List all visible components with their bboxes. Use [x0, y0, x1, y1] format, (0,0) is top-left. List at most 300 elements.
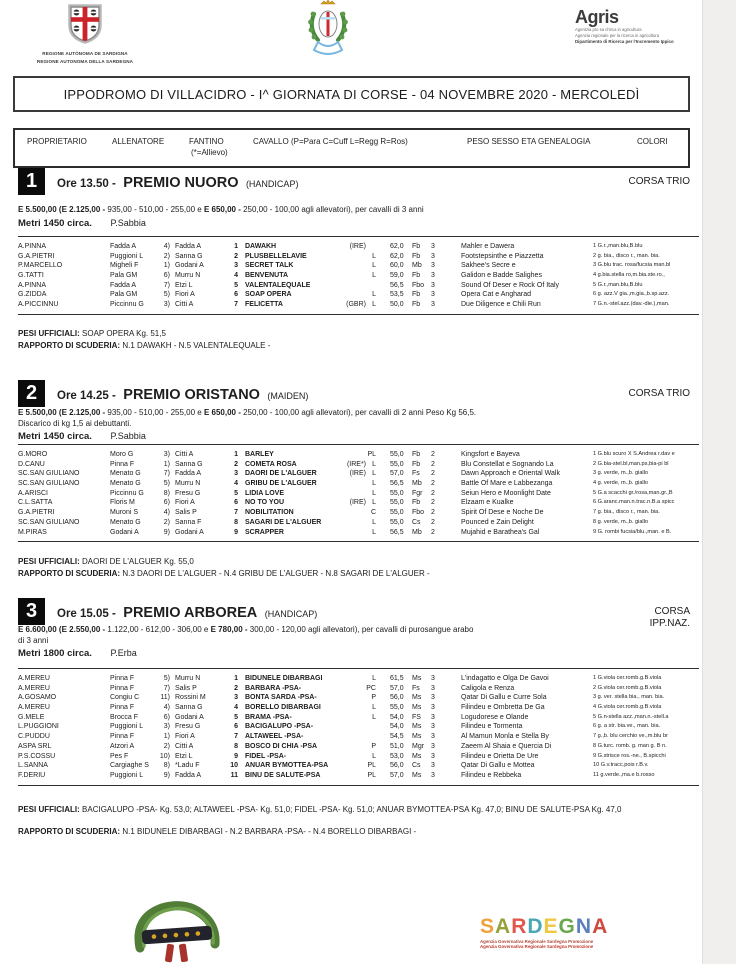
horse-name: DAWAKH [245, 243, 277, 250]
age-value: 2 [431, 528, 435, 536]
racing-colors-text: 3 g. verde, m.,b. giallo [593, 470, 649, 477]
race-number-badge: 1 [18, 168, 45, 195]
race-name: PREMIO ORISTANO [123, 387, 260, 403]
weight-value: 55,0 [390, 489, 404, 497]
jockey-name: Godani A [175, 713, 204, 721]
column-legend-box [13, 128, 690, 168]
jockey-name: *Ladu F [175, 762, 200, 770]
weight-value: 56,5 [390, 480, 404, 488]
jockey-name: Fadda A [175, 470, 202, 478]
prize-text-part: 935,00 - 510,00 - 255,00 e [107, 408, 204, 417]
equipment-code: P [371, 742, 376, 750]
horse-name: SAGARI DE L'ALGUER [245, 518, 322, 526]
jockey-name: Murru N [175, 272, 201, 280]
horse-name: BARLEY [245, 451, 274, 458]
race-section-1 [18, 168, 690, 368]
racing-colors-text: 3 G.blu trac. rosa/fucsia man.bl [593, 262, 671, 269]
sex-code: Ms [412, 704, 422, 712]
stable-report-value: N.3 DAORI DE L'ALGUER - N.4 GRIBU DE L'ALGUER - N.8 SAGARI DE L'ALGUER - [122, 569, 430, 578]
sex-code: Fgr [412, 489, 423, 497]
racing-colors-text: 2 G.bia-stel.bl,man.ps,bia-pi bl [593, 460, 669, 467]
sex-code: Ms [412, 771, 422, 779]
race-header [18, 168, 690, 198]
genealogy-text: Mahler e Dawera [461, 243, 515, 250]
horse-number: 5 [234, 713, 238, 721]
race-entries-table [18, 444, 699, 542]
age-value: 3 [431, 733, 435, 741]
equipment-code: L [372, 460, 376, 468]
sardegna-agency-line2: Agenzia Governativa Regionale Sardegna Promozione [480, 944, 594, 950]
laurel-wreath-logo [120, 898, 235, 964]
racing-colors-text: 2 G.viola cer.romb.g.B.viola [593, 684, 662, 691]
horse-number: 2 [234, 684, 238, 692]
official-weights-value: BACIGALUPO -PSA- Kg. 53,0; ALTAWEEL -PSA- Kg. 51,0; FIDEL -PSA- Kg. 51,0; ANUAR BYMOTTEA-PSA Kg. 47,0; BINU DE SALUTE-PSA Kg. 47,0 [82, 805, 622, 814]
age-value: 3 [431, 742, 435, 750]
age-value: 3 [431, 291, 435, 299]
weight-value: 57,0 [390, 470, 404, 478]
racing-colors-text: 9 G. rombi fucsia/blu.,man. e B. [593, 528, 672, 535]
horse-number: 5 [234, 281, 238, 289]
genealogy-text: Caligola e Renza [461, 684, 515, 692]
jockey-name: Fadda A [175, 771, 202, 779]
official-weights-label: PESI UFFICIALI: [18, 805, 80, 814]
trainer-name: Fadda A [110, 243, 137, 250]
sex-code: Cs [412, 518, 421, 526]
race-title [57, 386, 308, 404]
jockey-draw-number: 9) [163, 771, 170, 779]
race-entry-row [18, 252, 699, 262]
jockey-name: Fiori A [175, 499, 195, 507]
race-bet-type-line1: CORSA [654, 606, 690, 617]
horse-name: FELICETTA [245, 301, 283, 309]
race-header [18, 380, 690, 410]
official-weights-line [18, 804, 678, 815]
weight-value: 56,0 [390, 694, 404, 702]
weight-value: 61,5 [390, 675, 404, 682]
jockey-name: Sanna G [175, 460, 203, 468]
horse-number: 3 [234, 694, 238, 702]
sardinia-shield-icon [67, 4, 103, 44]
genealogy-text: Mujahid e Barathea's Gal [461, 528, 540, 536]
sex-code: Fb [412, 291, 421, 299]
horse-number: 9 [234, 752, 238, 760]
owner-name: C.L.SATTA [18, 499, 53, 507]
race-distance: Metri 1800 circa. [18, 648, 92, 659]
agris-subtitle-2: Agenzia regionale per la ricerca in agricoltura [575, 33, 660, 39]
sex-code: Mgr [412, 742, 425, 750]
race-number-badge: 2 [18, 380, 45, 407]
owner-name: A.PINNA [18, 281, 47, 289]
agris-logo [575, 8, 725, 45]
horse-number: 11 [230, 771, 238, 779]
jockey-name: Fresu G [175, 723, 201, 731]
jockey-name: Murru N [175, 480, 201, 488]
horse-name: NO TO YOU [245, 499, 285, 507]
horse-name: NOBILITATION [245, 509, 294, 517]
racing-colors-text: 1 G.viola cer.romb.g.B.viola [593, 675, 662, 681]
owner-name: M.PIRAS [18, 528, 47, 536]
horse-number: 4 [234, 480, 238, 488]
owner-name: C.PUDDU [18, 733, 50, 741]
race-category: (HANDICAP) [245, 179, 299, 189]
sardegna-letter: R [511, 915, 528, 938]
race-time: Ore 13.50 - [57, 178, 116, 190]
col-colori: COLORI [637, 137, 668, 146]
horse-number: 1 [234, 675, 238, 682]
owner-name: G.TATTI [18, 272, 44, 280]
horse-number: 7 [234, 733, 238, 741]
horse-name: COMETA ROSA [245, 460, 297, 468]
col-fantino: FANTINO [189, 137, 224, 146]
jockey-name: Godani A [175, 262, 204, 270]
race-conditions-line: Discarico di kg 1,5 ai debuttanti. [18, 419, 132, 428]
race-entry-row [18, 489, 699, 499]
horse-number: 8 [234, 518, 238, 526]
horse-name: BACIGALUPO -PSA- [245, 723, 314, 731]
race-name: PREMIO NUORO [123, 175, 239, 191]
race-prize-line [18, 205, 424, 214]
racing-colors-text: 8 G.turc. romb. g. man g. B n. [593, 742, 667, 749]
horse-name: SOAP OPERA [245, 291, 292, 299]
horse-number: 2 [234, 252, 238, 260]
weight-value: 53,5 [390, 291, 404, 299]
weight-value: 51,0 [390, 742, 404, 750]
trainer-name: Menato G [110, 470, 141, 478]
racing-colors-text: 4 g. verde, m.,b. giallo [593, 480, 649, 487]
racing-colors-text: 7 g.,b. blu cerchio ve.,m.blu br [593, 733, 668, 740]
equipment-code: L [372, 470, 376, 478]
genealogy-text: Dawn Approach e Oriental Walk [461, 470, 560, 478]
trainer-name: Fadda A [110, 281, 137, 289]
race-entry-row [18, 469, 699, 479]
owner-name: G.ZIDDA [18, 291, 47, 299]
trainer-name: Puggioni L [110, 723, 144, 731]
sex-code: Fb [412, 301, 421, 309]
genealogy-text: L'indagatto e Olga De Gavoi [461, 675, 549, 682]
stable-report-line [18, 826, 416, 837]
racing-colors-text: 4 g.bia.stella ro,m.bia.ste.ro., [593, 272, 665, 279]
horse-number: 10 [230, 762, 238, 770]
jockey-name: Citti A [175, 301, 194, 309]
age-value: 3 [431, 704, 435, 712]
race-name: PREMIO ARBOREA [123, 605, 258, 621]
trainer-name: Cargiaghe S [110, 762, 149, 770]
jockey-draw-number: 8) [163, 762, 170, 770]
racing-colors-text: 10 G.v.tracc.pois r.B.v. [593, 762, 649, 769]
sex-code: Mb [412, 262, 422, 270]
age-value: 2 [431, 518, 435, 526]
race-title [57, 174, 298, 192]
race-conditions-line: di 3 anni [18, 636, 49, 645]
weight-value: 57,0 [390, 771, 404, 779]
genealogy-text: Spirit Of Dese e Noche De [461, 509, 544, 517]
official-weights-line [18, 328, 678, 339]
trainer-name: Pinna F [110, 704, 135, 712]
owner-name: L.PUGGIONI [18, 723, 59, 731]
stable-report-line [18, 568, 430, 579]
sardegna-letter: S [480, 915, 496, 938]
race-section-3 [18, 598, 690, 858]
genealogy-text: Logudorese e Olande [461, 713, 529, 721]
weight-value: 62,0 [390, 243, 404, 250]
horse-number: 1 [234, 451, 238, 458]
prize-text-part: E 6.600,00 (E 2.550,00 - [18, 625, 108, 634]
genealogy-text: Battle Of Mare e Labbezanga [461, 480, 553, 488]
genealogy-text: Al Mamun Monla e Stella By [461, 733, 549, 741]
age-value: 3 [431, 675, 435, 682]
agris-title: Agris [575, 7, 619, 27]
race-category: (MAIDEN) [267, 391, 309, 401]
official-weights-value: DAORI DE L'ALGUER Kg. 55,0 [82, 557, 194, 566]
jockey-name: Sanna G [175, 252, 203, 260]
horse-name: BINU DE SALUTE-PSA [245, 771, 321, 779]
region-sardegna-logo [18, 4, 152, 64]
jockey-draw-number: 9) [163, 528, 170, 536]
race-entry-row [18, 742, 699, 752]
trainer-name: Muroni S [110, 509, 139, 517]
sardegna-letter: E [543, 915, 559, 938]
weight-value: 54,0 [390, 713, 404, 721]
prize-text-part: E 5.500,00 (E 2.125,00 - [18, 205, 108, 214]
sex-code: Ms [412, 733, 422, 741]
horse-country: (IRE*) [346, 460, 366, 468]
agris-subtitle-3: Dipartimento di Ricerca per l'Incremento Ippico [575, 39, 674, 45]
jockey-name: Fiori A [175, 733, 195, 741]
stable-report-line [18, 340, 270, 351]
col-fantino-note: (*=Allievo) [191, 148, 228, 157]
equipment-code: L [372, 252, 376, 260]
equipment-code: L [372, 272, 376, 280]
race-bet-type [650, 606, 690, 630]
official-weights-label: PESI UFFICIALI: [18, 329, 80, 338]
sex-code: Fb [412, 499, 421, 507]
race-bet-type [629, 388, 691, 400]
prize-text-part: 935,00 - 510,00 - 255,00 e [107, 205, 204, 214]
weight-value: 57,0 [390, 684, 404, 692]
col-proprietario: PROPRIETARIO [27, 137, 87, 146]
race-entry-row [18, 693, 699, 703]
race-time: Ore 15.05 - [57, 608, 116, 620]
race-section-2 [18, 380, 690, 592]
race-bet-type [629, 176, 691, 188]
race-entry-row [18, 771, 699, 781]
jockey-draw-number: 6) [163, 272, 170, 280]
jockey-name: Sanna G [175, 704, 203, 712]
owner-name: A.MEREU [18, 684, 50, 692]
sex-code: Fb [412, 243, 421, 250]
sex-code: Fb [412, 252, 421, 260]
horse-number: 7 [234, 301, 238, 309]
weight-value: 59,0 [390, 272, 404, 280]
race-category: (HANDICAP) [264, 609, 318, 619]
owner-name: A.PINNA [18, 243, 47, 250]
jockey-draw-number: 7) [163, 470, 170, 478]
trainer-name: Moro G [110, 451, 134, 458]
age-value: 2 [431, 460, 435, 468]
horse-name: ANUAR BYMOTTEA-PSA [245, 762, 329, 770]
racing-colors-text: 5 G.n-stella azz.,man.n.-stell.a [593, 713, 669, 720]
jockey-name: Sanna F [175, 518, 202, 526]
owner-name: G.A.PIETRI [18, 509, 55, 517]
trainer-name: Pala GM [110, 291, 138, 299]
weight-value: 50,0 [390, 301, 404, 309]
owner-name: G.MELE [18, 713, 45, 721]
jockey-name: Citti A [175, 451, 194, 458]
genealogy-text: Qatar Di Gallu e Curre Sola [461, 694, 547, 702]
horse-number: 3 [234, 470, 238, 478]
weight-value: 56,0 [390, 762, 404, 770]
jockey-draw-number: 6) [163, 499, 170, 507]
horse-number: 8 [234, 742, 238, 750]
jockey-name: Fiori A [175, 291, 195, 299]
horse-name: FIDEL -PSA- [245, 752, 287, 760]
jockey-name: Murru N [175, 675, 201, 682]
jockey-name: Etzi L [175, 752, 193, 760]
sardegna-letter: G [558, 915, 576, 938]
owner-name: A.PICCINNU [18, 301, 59, 309]
owner-name: P.S.COSSU [18, 752, 56, 760]
horse-country: (IRE) [349, 470, 366, 478]
age-value: 2 [431, 509, 435, 517]
racing-colors-text: 9 G.strisce ros.-ne., B.spicchi [593, 752, 666, 759]
race-entry-row [18, 684, 699, 694]
equipment-code: C [370, 509, 376, 517]
horse-name: BARBARA -PSA- [245, 684, 302, 692]
trainer-name: Pinna F [110, 460, 135, 468]
agris-subtitle-1: Agentzia pro sa chirca in agricultura [575, 27, 642, 32]
race-bet-type-line1: CORSA TRIO [628, 176, 690, 187]
owner-name: ASPA SRL [18, 742, 52, 750]
racing-colors-text: 2 g. bia., disco r., man. bia. [593, 252, 660, 259]
official-weights-line [18, 556, 678, 567]
age-value: 2 [431, 499, 435, 507]
race-entry-row [18, 703, 699, 713]
event-title-box [13, 76, 690, 112]
equipment-code: PL [367, 762, 376, 770]
race-entry-row [18, 242, 699, 252]
genealogy-text: Sakhee's Secre e [461, 262, 516, 270]
weight-value: 56,5 [390, 281, 404, 289]
race-track-surface: P.Sabbia [110, 218, 146, 228]
horse-country: (GBR) [346, 301, 366, 309]
owner-name: A.GOSAMO [18, 694, 57, 702]
weight-value: 55,0 [390, 509, 404, 517]
horse-name: DAORI DE L'ALGUER [245, 470, 317, 478]
equipment-code: L [372, 499, 376, 507]
race-time: Ore 14.25 - [57, 390, 116, 402]
jockey-draw-number: 8) [163, 489, 170, 497]
race-entry-row [18, 300, 699, 310]
race-entry-row [18, 761, 699, 771]
racing-colors-text: 7 g. bia., disco r., man. bia. [593, 509, 660, 516]
age-value: 2 [431, 451, 435, 458]
age-value: 2 [431, 489, 435, 497]
race-track-surface: P.Erba [110, 648, 137, 658]
weight-value: 60,0 [390, 262, 404, 270]
trainer-name: Menato G [110, 518, 141, 526]
jockey-name: Fadda A [175, 243, 202, 250]
jockey-name: Godani A [175, 528, 204, 536]
region-name-line1: REGIONE AUTÒNOMA DE SARDIGNA [42, 51, 128, 56]
sex-code: Fbo [412, 509, 425, 517]
jockey-draw-number: 10) [159, 752, 170, 760]
page-edge-strip [702, 0, 736, 964]
jockey-name: Etzi L [175, 281, 193, 289]
race-entry-row [18, 281, 699, 291]
horse-number: 5 [234, 489, 238, 497]
racing-colors-text: 11 g.verde.,ma.e b.rosso [593, 771, 655, 778]
sardegna-promotion-logo [480, 916, 680, 950]
owner-name: SC.SAN GIULIANO [18, 480, 80, 488]
genealogy-text: Opera Cat e Angharad [461, 291, 532, 299]
sex-code: Fs [412, 470, 420, 478]
age-value: 3 [431, 762, 435, 770]
jockey-draw-number: 4) [163, 704, 170, 712]
race-entry-row [18, 713, 699, 723]
jockey-draw-number: 2) [163, 252, 170, 260]
trainer-name: Pes F [110, 752, 129, 760]
race-header [18, 598, 690, 628]
race-distance-line [18, 648, 137, 659]
official-weights-label: PESI UFFICIALI: [18, 557, 80, 566]
jockey-draw-number: 1) [163, 460, 170, 468]
sex-code: Cs [412, 762, 421, 770]
equipment-code: L [372, 752, 376, 760]
municipal-crest-icon [304, 0, 352, 62]
race-title [57, 604, 317, 622]
equipment-code: PL [367, 451, 376, 458]
sex-code: Ms [412, 752, 422, 760]
trainer-name: Congiu C [110, 694, 140, 702]
race-entry-row [18, 528, 699, 538]
prize-text-part: E 780,00 - [210, 625, 250, 634]
trainer-name: Menato G [110, 480, 141, 488]
horse-number: 2 [234, 460, 238, 468]
equipment-code: PL [367, 771, 376, 779]
stable-report-label: RAPPORTO DI SCUDERIA: [18, 341, 121, 350]
horse-number: 6 [234, 291, 238, 299]
jockey-name: Citti A [175, 742, 194, 750]
sex-code: Ms [412, 723, 422, 731]
trainer-name: Pinna F [110, 684, 135, 692]
equipment-code: L [372, 518, 376, 526]
equipment-code: L [372, 489, 376, 497]
trainer-name: Pinna F [110, 733, 135, 741]
horse-country: (IRE) [349, 243, 366, 250]
stable-report-label: RAPPORTO DI SCUDERIA: [18, 827, 121, 836]
sardegna-letter: A [592, 915, 609, 938]
age-value: 3 [431, 262, 435, 270]
jockey-name: Salis P [175, 509, 197, 517]
racing-colors-text: 7 G.n.-stel.azz.(dav.-die.),man. [593, 301, 670, 308]
owner-name: F.DERIU [18, 771, 46, 779]
trainer-name: Migheli F [110, 262, 139, 270]
sex-code: Fb [412, 460, 421, 468]
race-entry-row [18, 450, 699, 460]
race-entry-row [18, 271, 699, 281]
prize-text-part: E 650,00 - [203, 408, 244, 417]
genealogy-text: Filindeu e Ombretta De Ga [461, 704, 545, 712]
genealogy-text: Qatar Di Gallu e Mottea [461, 762, 535, 770]
owner-name: G.MORO [18, 451, 48, 458]
horse-number: 6 [234, 499, 238, 507]
weight-value: 62,0 [390, 252, 404, 260]
col-peso-sesso-eta-genealogia: PESO SESSO ETA GENEALOGIA [467, 137, 591, 146]
owner-name: G.A.PIETRI [18, 252, 55, 260]
owner-name: A.MEREU [18, 675, 50, 682]
horse-number: 7 [234, 509, 238, 517]
official-weights-value: SOAP OPERA Kg. 51,5 [82, 329, 166, 338]
